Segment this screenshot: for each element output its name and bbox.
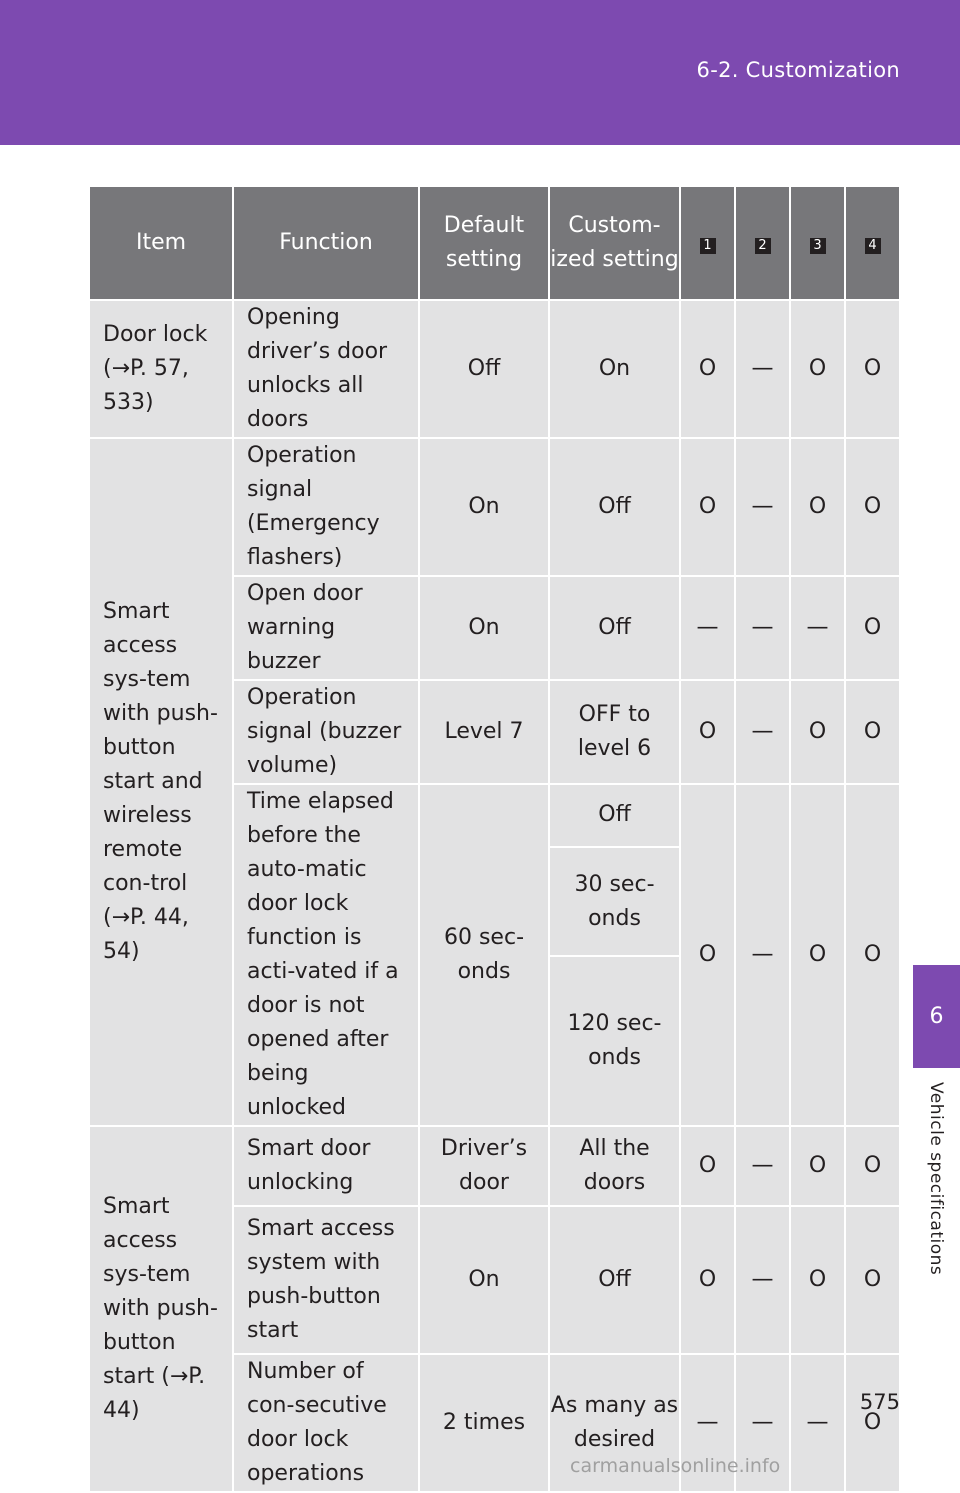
header-default-setting: Default setting (419, 186, 549, 300)
header-item: Item (89, 186, 233, 300)
mark-2: — (735, 1354, 790, 1492)
customized-cell: As many as desired (549, 1354, 680, 1492)
table-row (89, 1126, 900, 1206)
default-cell: Level 7 (419, 680, 549, 784)
mark-3: O (790, 680, 845, 784)
header-function: Function (233, 186, 419, 300)
badge-1: 1 (700, 238, 716, 254)
header-customized-setting: Custom-ized setting (549, 186, 680, 300)
mark-1: O (680, 1206, 735, 1354)
customized-cell: Off (549, 438, 680, 576)
mark-1: O (680, 1126, 735, 1206)
customized-option: 120 sec-onds (549, 956, 680, 1126)
mark-4: O (845, 438, 900, 576)
header-bar (0, 0, 960, 145)
default-cell: On (419, 438, 549, 576)
header-col-3 (790, 186, 845, 300)
mark-2: — (735, 300, 790, 438)
mark-4: O (845, 1206, 900, 1354)
mark-2: — (735, 784, 790, 1126)
mark-2: — (735, 438, 790, 576)
default-cell: Driver’s door (419, 1126, 549, 1206)
mark-3: — (790, 1354, 845, 1492)
mark-3: — (790, 576, 845, 680)
default-cell: On (419, 1206, 549, 1354)
default-cell: 60 sec-onds (419, 784, 549, 1126)
function-cell: Smart access system with push-button start (233, 1206, 419, 1354)
mark-3: O (790, 1206, 845, 1354)
header-col-1 (680, 186, 735, 300)
watermark: carmanualsonline.info (570, 1455, 781, 1477)
function-cell: Operation signal (Emergency flashers) (233, 438, 419, 576)
mark-2: — (735, 1206, 790, 1354)
mark-1: O (680, 300, 735, 438)
mark-4: O (845, 1354, 900, 1492)
function-cell: Time elapsed before the auto-matic door lock function is acti-vated if a door is not opened after being unlocked (233, 784, 419, 1126)
item-cell: Smart access sys-tem with push-button start (→P. 44) (89, 1126, 233, 1492)
mark-1: O (680, 438, 735, 576)
chapter-tab-label: Vehicle specifications (926, 1082, 946, 1276)
header-col-2 (735, 186, 790, 300)
function-cell: Number of con-secutive door lock operations (233, 1354, 419, 1492)
customized-cell: On (549, 300, 680, 438)
default-cell: 2 times (419, 1354, 549, 1492)
customized-cell: Off (549, 576, 680, 680)
mark-4: O (845, 784, 900, 1126)
badge-3: 3 (810, 238, 826, 254)
badge-4: 4 (865, 238, 881, 254)
customized-cell: All the doors (549, 1126, 680, 1206)
mark-3: O (790, 300, 845, 438)
table-row (89, 300, 900, 438)
customized-option: 30 sec-onds (549, 847, 680, 956)
page-number: 575 (859, 1390, 900, 1414)
function-cell: Open door warning buzzer (233, 576, 419, 680)
mark-4: O (845, 1126, 900, 1206)
section-title: 6-2. Customization (696, 58, 900, 82)
function-cell: Operation signal (buzzer volume) (233, 680, 419, 784)
table-row (89, 438, 900, 576)
function-cell: Opening driver’s door unlocks all doors (233, 300, 419, 438)
mark-1: — (680, 576, 735, 680)
mark-3: O (790, 1126, 845, 1206)
item-cell: Smart access sys-tem with push-button start and wireless remote con-trol (→P. 44, 54) (89, 438, 233, 1126)
header-col-4 (845, 186, 900, 300)
mark-4: O (845, 576, 900, 680)
table-header-row (89, 186, 900, 300)
mark-1: O (680, 784, 735, 1126)
mark-1: — (680, 1354, 735, 1492)
chapter-tab-number: 6 (913, 965, 960, 1068)
customized-cell: Off (549, 1206, 680, 1354)
customization-table (88, 185, 901, 1493)
badge-2: 2 (755, 238, 771, 254)
mark-3: O (790, 438, 845, 576)
default-cell: On (419, 576, 549, 680)
mark-2: — (735, 576, 790, 680)
function-cell: Smart door unlocking (233, 1126, 419, 1206)
item-cell: Door lock (→P. 57, 533) (89, 300, 233, 438)
default-cell: Off (419, 300, 549, 438)
customized-cell: OFF to level 6 (549, 680, 680, 784)
mark-3: O (790, 784, 845, 1126)
mark-2: — (735, 1126, 790, 1206)
mark-1: O (680, 680, 735, 784)
customized-option: Off (549, 784, 680, 847)
mark-4: O (845, 680, 900, 784)
mark-2: — (735, 680, 790, 784)
mark-4: O (845, 300, 900, 438)
